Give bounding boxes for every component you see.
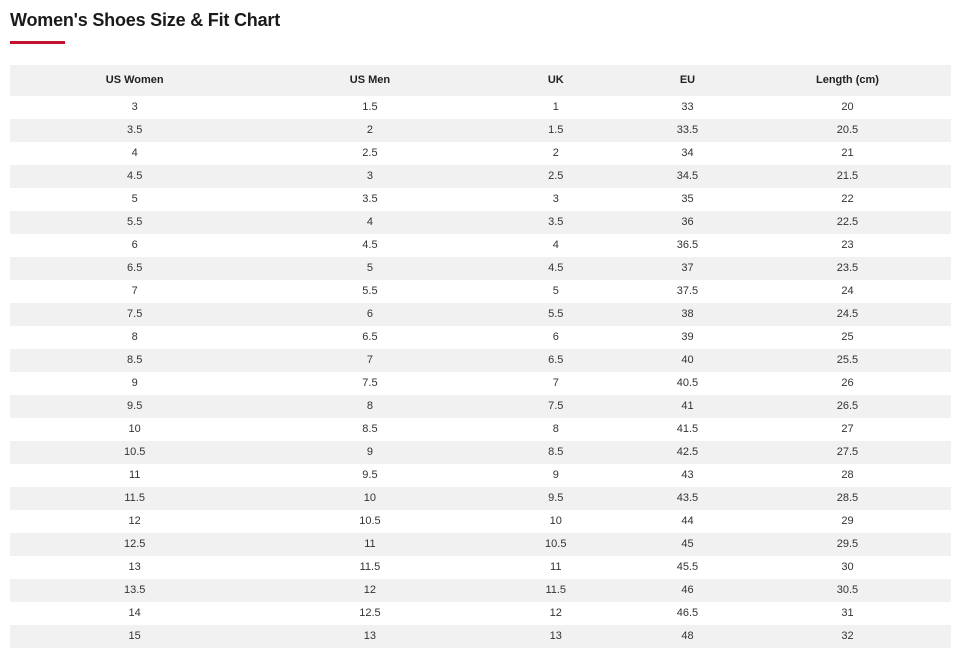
table-cell: 22.5: [836, 216, 859, 228]
table-row: [10, 257, 951, 280]
table-cell: 12: [363, 584, 377, 596]
table-row: [10, 119, 951, 142]
table-cell: 38: [681, 308, 694, 320]
table-cell: 4: [366, 216, 373, 228]
table-header-row: [10, 65, 951, 96]
table-cell: 6.5: [362, 331, 378, 343]
table-row: [10, 464, 951, 487]
table-header: [10, 65, 951, 96]
table-row: [10, 349, 951, 372]
table-cell: 21: [841, 147, 854, 159]
table-body: [10, 96, 951, 648]
table-cell: 13: [128, 561, 141, 573]
table-cell: 4.5: [362, 239, 378, 251]
table-cell: 46.5: [676, 607, 699, 619]
table-cell: 37: [681, 262, 694, 274]
table-cell: 26.5: [836, 400, 859, 412]
table-cell: 7.5: [127, 308, 143, 320]
table-cell: 23: [841, 239, 854, 251]
table-cell: 31: [841, 607, 854, 619]
table-row: [10, 579, 951, 602]
column-header-length-cm: Length (cm): [744, 65, 951, 96]
table-cell: 11.5: [124, 492, 145, 504]
table-cell: 12.5: [123, 538, 146, 550]
table-cell: 8: [366, 400, 373, 412]
table-cell: 12: [549, 607, 562, 619]
table-cell: 29: [841, 515, 854, 527]
size-chart-table: [10, 65, 951, 648]
table-cell: 13: [363, 630, 377, 642]
table-cell: 33: [681, 101, 694, 113]
table-cell: 11: [364, 538, 376, 550]
table-cell: 3: [131, 101, 138, 113]
table-cell: 14: [128, 607, 141, 619]
column-header-us-men: US Men: [259, 65, 480, 96]
table-cell: 5: [552, 285, 559, 297]
table-cell: 10: [363, 492, 377, 504]
table-row: [10, 556, 951, 579]
table-cell: 36.5: [676, 239, 699, 251]
table-row: [10, 395, 951, 418]
column-header-uk: UK: [480, 65, 631, 96]
table-cell: 37.5: [676, 285, 699, 297]
table-row: [10, 303, 951, 326]
table-cell: 25: [841, 331, 854, 343]
table-row: [10, 372, 951, 395]
column-header-eu: EU: [631, 65, 744, 96]
table-cell: 28.5: [836, 492, 859, 504]
table-cell: 7.5: [548, 400, 564, 412]
table-cell: 4.5: [548, 262, 564, 274]
table-cell: 32: [841, 630, 854, 642]
table-cell: 36: [681, 216, 694, 228]
table-cell: 9.5: [362, 469, 378, 481]
table-row: [10, 142, 951, 165]
table-cell: 3.5: [127, 124, 143, 136]
table-cell: 4: [131, 147, 138, 159]
table-cell: 12.5: [359, 607, 381, 619]
table-cell: 1: [552, 101, 559, 113]
table-cell: 7: [552, 377, 559, 389]
table-cell: 6.5: [548, 354, 564, 366]
table-cell: 4.5: [127, 170, 143, 182]
table-cell: 2.5: [548, 170, 564, 182]
table-cell: 11.5: [545, 584, 567, 596]
table-cell: 48: [681, 630, 694, 642]
table-cell: 33.5: [676, 124, 699, 136]
table-cell: 40: [681, 354, 694, 366]
table-cell: 43: [681, 469, 694, 481]
table-cell: 6: [131, 239, 138, 251]
table-cell: 3.5: [548, 216, 564, 228]
table-cell: 29.5: [836, 538, 859, 550]
table-row: [10, 326, 951, 349]
table-cell: 45.5: [676, 561, 699, 573]
table-cell: 1.5: [548, 124, 564, 136]
table-row: [10, 487, 951, 510]
table-cell: 6.5: [127, 262, 143, 274]
table-cell: 9: [366, 446, 373, 458]
table-cell: 43.5: [676, 492, 699, 504]
table-cell: 10.5: [545, 538, 567, 550]
title-underline-rule: [10, 41, 65, 44]
table-cell: 6: [366, 308, 373, 320]
table-cell: 45: [681, 538, 694, 550]
table-row: [10, 280, 951, 303]
table-row: [10, 188, 951, 211]
table-cell: 8: [131, 331, 138, 343]
table-cell: 24.5: [836, 308, 859, 320]
table-cell: 22: [841, 193, 854, 205]
table-cell: 10: [549, 515, 562, 527]
table-cell: 7.5: [362, 377, 378, 389]
table-cell: 9.5: [548, 492, 564, 504]
table-cell: 41: [681, 400, 694, 412]
table-cell: 26: [841, 377, 854, 389]
table-cell: 7: [131, 285, 138, 297]
table-cell: 39: [681, 331, 694, 343]
table-cell: 20.5: [836, 124, 859, 136]
table-row: [10, 96, 951, 119]
table-cell: 2: [552, 147, 559, 159]
table-cell: 3: [366, 170, 373, 182]
table-cell: 27.5: [836, 446, 859, 458]
table-cell: 11.5: [359, 561, 381, 573]
table-cell: 40.5: [676, 377, 699, 389]
table-cell: 5.5: [548, 308, 564, 320]
table-cell: 34: [681, 147, 694, 159]
table-row: [10, 211, 951, 234]
table-cell: 28: [841, 469, 854, 481]
table-cell: 11: [550, 561, 562, 573]
table-cell: 30: [841, 561, 854, 573]
table-cell: 8.5: [127, 354, 143, 366]
table-cell: 9.5: [127, 400, 143, 412]
table-row: [10, 602, 951, 625]
page-title: Women's Shoes Size & Fit Chart: [10, 10, 280, 30]
table-cell: 3: [552, 193, 559, 205]
table-row: [10, 234, 951, 257]
table-cell: 5: [366, 262, 373, 274]
table-cell: 8.5: [548, 446, 564, 458]
table-cell: 12: [128, 515, 141, 527]
table-cell: 24: [841, 285, 854, 297]
table-cell: 30.5: [836, 584, 859, 596]
table-cell: 2.5: [362, 147, 378, 159]
table-row: [10, 625, 951, 648]
table-cell: 8.5: [362, 423, 378, 435]
table-cell: 7: [366, 354, 373, 366]
size-chart-table-wrap: [10, 65, 951, 648]
table-row: [10, 510, 951, 533]
table-cell: 3.5: [362, 193, 378, 205]
table-cell: 25.5: [836, 354, 859, 366]
table-cell: 5.5: [362, 285, 378, 297]
table-row: [10, 441, 951, 464]
table-cell: 10.5: [123, 446, 146, 458]
table-cell: 8: [552, 423, 559, 435]
table-row: [10, 165, 951, 188]
table-cell: 13: [549, 630, 562, 642]
table-cell: 5: [131, 193, 138, 205]
table-row: [10, 533, 951, 556]
table-cell: 23.5: [836, 262, 859, 274]
table-cell: 15: [128, 630, 141, 642]
column-header-us-women: US Women: [10, 65, 259, 96]
table-cell: 6: [552, 331, 559, 343]
table-cell: 5.5: [127, 216, 143, 228]
table-cell: 9: [552, 469, 559, 481]
table-cell: 13.5: [123, 584, 146, 596]
table-cell: 21.5: [836, 170, 859, 182]
title-block: [0, 0, 971, 44]
table-cell: 11: [128, 469, 141, 481]
table-cell: 10.5: [359, 515, 381, 527]
table-row: [10, 418, 951, 441]
table-cell: 41.5: [676, 423, 699, 435]
table-cell: 2: [366, 124, 373, 136]
table-cell: 10: [128, 423, 141, 435]
table-cell: 1.5: [362, 101, 378, 113]
table-cell: 42.5: [676, 446, 699, 458]
table-cell: 34.5: [676, 170, 699, 182]
table-cell: 9: [131, 377, 138, 389]
table-cell: 20: [841, 101, 854, 113]
table-cell: 27: [841, 423, 854, 435]
table-cell: 35: [681, 193, 694, 205]
table-cell: 44: [681, 515, 694, 527]
table-cell: 4: [552, 239, 559, 251]
table-cell: 46: [681, 584, 694, 596]
